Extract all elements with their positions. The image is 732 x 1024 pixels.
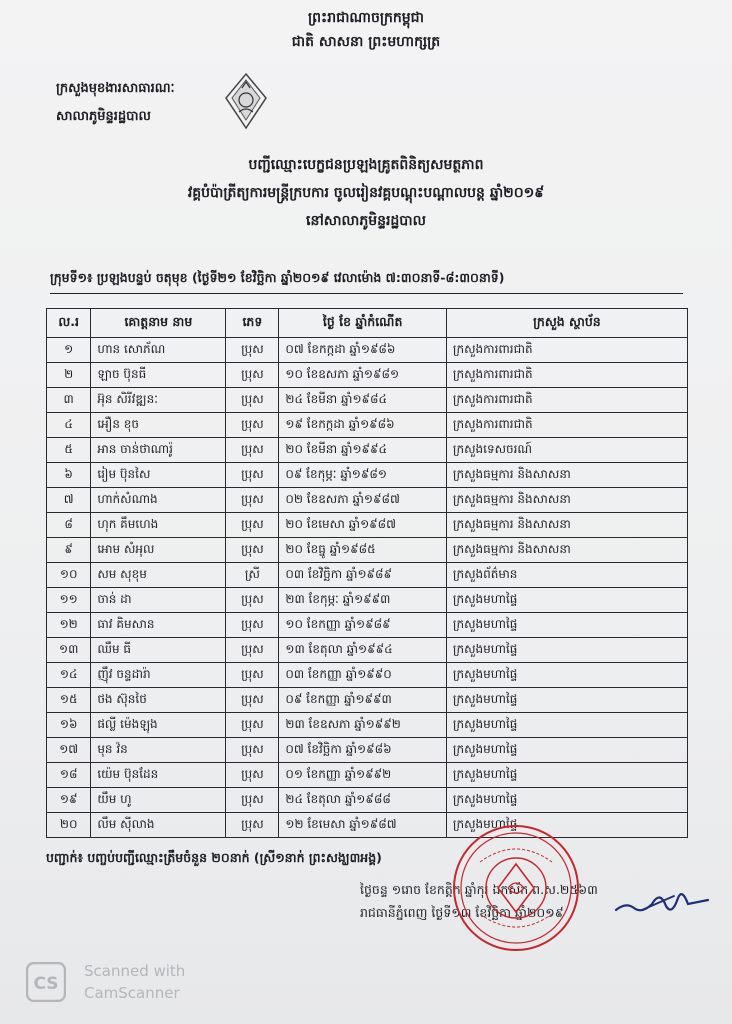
candidate-sex: ប្រុស [226, 788, 279, 813]
candidate-sex: ប្រុស [226, 763, 279, 788]
candidate-ministry: ក្រសួងមហាផ្ទៃ [446, 688, 687, 713]
table-row [47, 438, 688, 463]
signature-mark [612, 880, 712, 924]
candidate-name: អោម សំអុល [91, 538, 226, 563]
candidate-name: ឈឹម ធី [91, 638, 226, 663]
candidate-ministry: ក្រសួងមហាផ្ទៃ [446, 788, 687, 813]
candidate-ministry: ក្រសួងធម្មការ និងសាសនា [446, 538, 687, 563]
column-header-sex: ភេទ [226, 309, 279, 338]
row-number: ៦ [47, 463, 91, 488]
row-number: ៤ [47, 413, 91, 438]
footnote: បញ្ជាក់៖ បញ្ចប់បញ្ជីឈ្មោះត្រឹមចំនួន ២០នាក់ (ស្រី១នាក់ ព្រះសង្ឃ៣អង្គ) [46, 850, 382, 865]
candidate-birthdate: ០៩ ខែកញ្ញា ឆ្នាំ១៩៩៣ [279, 688, 447, 713]
table-row [47, 613, 688, 638]
candidate-birthdate: ០២ ខែឧសភា ឆ្នាំ១៩៨៧ [279, 488, 447, 513]
row-number: ៧ [47, 488, 91, 513]
candidate-sex: ប្រុស [226, 413, 279, 438]
candidate-birthdate: ២០ ខែមេសា ឆ្នាំ១៩៨៧ [279, 513, 447, 538]
table-row [47, 713, 688, 738]
row-number: ១៤ [47, 663, 91, 688]
table-row [47, 788, 688, 813]
candidate-birthdate: ២៣ ខែឧសភា ឆ្នាំ១៩៩២ [279, 713, 447, 738]
candidate-sex: ប្រុស [226, 613, 279, 638]
ministry-name: ក្រសួងមុខងារសាធារណៈ [56, 81, 175, 96]
candidate-name: ញ៉ឹវ ចន្ទដារ៉ា [91, 663, 226, 688]
table-row [47, 663, 688, 688]
table-row [47, 538, 688, 563]
row-number: ៣ [47, 388, 91, 413]
column-header-ministry: ក្រសួង ស្ថាប័ន [446, 309, 687, 338]
row-number: ៥ [47, 438, 91, 463]
table-row [47, 513, 688, 538]
candidate-ministry: ក្រសួងការពារជាតិ [446, 413, 687, 438]
candidate-sex: ប្រុស [226, 813, 279, 838]
row-number: ១៣ [47, 638, 91, 663]
row-number: ១ [47, 338, 91, 363]
candidate-name: មុន វ៉ន [91, 738, 226, 763]
candidate-ministry: ក្រសួងមហាផ្ទៃ [446, 713, 687, 738]
table-row [47, 338, 688, 363]
candidate-birthdate: ០៩ ខែកុម្ភៈ ឆ្នាំ១៩៨១ [279, 463, 447, 488]
row-number: ១២ [47, 613, 91, 638]
candidate-sex: ប្រុស [226, 588, 279, 613]
row-number: ១១ [47, 588, 91, 613]
candidate-birthdate: ២០ ខែធ្នូ ឆ្នាំ១៩៨៥ [279, 538, 447, 563]
candidate-ministry: ក្រសួងមហាផ្ទៃ [446, 588, 687, 613]
candidate-name: អឿន ខុច [91, 413, 226, 438]
table-row [47, 813, 688, 838]
candidate-name: យ៉េម ប៊ុនដែន [91, 763, 226, 788]
official-seal-stamp [450, 822, 582, 954]
table-header-row [47, 309, 688, 338]
table-body [47, 338, 688, 838]
column-header-birthdate: ថ្ងៃ ខែ ឆ្នាំកំណើត [279, 309, 447, 338]
candidate-ministry: ក្រសួងការពារជាតិ [446, 338, 687, 363]
candidate-ministry: ក្រសួងមហាផ្ទៃ [446, 763, 687, 788]
candidate-name: រៀម ប៊ុនសៃ [91, 463, 226, 488]
candidate-ministry: ក្រសួងធម្មការ និងសាសនា [446, 463, 687, 488]
candidate-ministry: ក្រសួងធម្មការ និងសាសនា [446, 488, 687, 513]
table-row [47, 563, 688, 588]
row-number: ១៧ [47, 738, 91, 763]
watermark-line-2: CamScanner [84, 984, 180, 1002]
candidate-birthdate: ២៤ ខែតុលា ឆ្នាំ១៩៨៨ [279, 788, 447, 813]
candidate-name: ផល្លី ម៉េងឡុង [91, 713, 226, 738]
candidate-ministry: ក្រសួងទេសចរណ៍ [446, 438, 687, 463]
candidate-sex: ប្រុស [226, 663, 279, 688]
group-heading-underline [50, 293, 683, 294]
candidate-sex: ប្រុស [226, 738, 279, 763]
candidate-name: អាន ចាន់ថាណារ៉ូ [91, 438, 226, 463]
kingdom-heading: ព្រះរាជាណាចក្រកម្ពុជា [307, 10, 424, 26]
candidate-ministry: ក្រសួងការពារជាតិ [446, 363, 687, 388]
candidate-name: លឹម ស៊ីលាង [91, 813, 226, 838]
national-motto: ជាតិ សាសនា ព្រះមហាក្សត្រ [291, 34, 441, 50]
document-title-line-2: វគ្គបំប៉ាត្រីត្យការមន្ត្រីក្របការ ចូលរៀនវគ្គបណ្ដុះបណ្ដាលបន្ត ឆ្នាំ២០១៩ [187, 185, 545, 201]
row-number: ១៨ [47, 763, 91, 788]
candidate-ministry: ក្រសួងការពារជាតិ [446, 388, 687, 413]
candidate-birthdate: ០១ ខែកញ្ញា ឆ្នាំ១៩៩២ [279, 763, 447, 788]
camscanner-logo-icon [26, 962, 66, 1002]
candidate-name: ហុក គឹមហេង [91, 513, 226, 538]
candidate-table [46, 308, 688, 838]
candidate-ministry: ក្រសួងមហាផ្ទៃ [446, 638, 687, 663]
candidate-sex: ប្រុស [226, 388, 279, 413]
column-header-number: ល.រ [47, 309, 91, 338]
candidate-name: ឡាច ប៊ុនធី [91, 363, 226, 388]
candidate-name: យឹម ហូ [91, 788, 226, 813]
candidate-birthdate: ២៤ ខែមីនា ឆ្នាំ១៩៨៤ [279, 388, 447, 413]
candidate-birthdate: ២៣ ខែកុម្ភៈ ឆ្នាំ១៩៩៣ [279, 588, 447, 613]
group-heading: ក្រុមទី១៖ ប្រឡងបន្ទប់ ចតុមុខ (ថ្ងៃទី២១ ខែវិច្ឆិកា ឆ្នាំ២០១៩ វេលាម៉ោង ៧:៣០នាទី-៨:៣០នាទី) [50, 270, 505, 285]
candidate-sex: ប្រុស [226, 513, 279, 538]
candidate-ministry: ក្រសួងមហាផ្ទៃ [446, 663, 687, 688]
candidate-birthdate: ១០ ខែកញ្ញា ឆ្នាំ១៩៨៩ [279, 613, 447, 638]
candidate-birthdate: ១០ ខែឧសភា ឆ្នាំ១៩៨១ [279, 363, 447, 388]
candidate-ministry: ក្រសួងធម្មការ និងសាសនា [446, 513, 687, 538]
watermark-line-1: Scanned with [84, 962, 186, 980]
candidate-sex: ស្រី [226, 563, 279, 588]
school-name: សាលាភូមិន្ទរដ្ឋបាល [56, 109, 151, 124]
row-number: ៨ [47, 513, 91, 538]
candidate-birthdate: ២០ ខែមីនា ឆ្នាំ១៩៩៤ [279, 438, 447, 463]
document-title-line-1: បញ្ជីឈ្មោះបេក្ខជនប្រឡងគ្រូតពិនិត្យសមត្ថភាព [248, 157, 484, 173]
table-row [47, 688, 688, 713]
candidate-name: ហាន សោភ័ណ [91, 338, 226, 363]
candidate-name: ហាក់សំណាង [91, 488, 226, 513]
candidate-birthdate: ០៧ ខែវិច្ឆិកា ឆ្នាំ១៩៨៦ [279, 738, 447, 763]
table-row [47, 638, 688, 663]
candidate-birthdate: ១៩ ខែកក្កដា ឆ្នាំ១៩៨៦ [279, 413, 447, 438]
lunar-date-line: ថ្ងៃចន្ទ ១រោច ខែកត្តិក ឆ្នាំកុរ ឯកស័ក ព.ស.២៥៦៣ [360, 882, 598, 897]
candidate-name: ធាវ គិមសាន [91, 613, 226, 638]
row-number: ៩ [47, 538, 91, 563]
candidate-birthdate: ១៣ ខែតុលា ឆ្នាំ១៩៩៤ [279, 638, 447, 663]
candidate-sex: ប្រុស [226, 338, 279, 363]
row-number: ២០ [47, 813, 91, 838]
candidate-birthdate: ០៣ ខែកញ្ញា ឆ្នាំ១៩៩០ [279, 663, 447, 688]
candidate-birthdate: ០៣ ខែវិច្ឆិកា ឆ្នាំ១៩៨៩ [279, 563, 447, 588]
candidate-ministry: ក្រសួងមហាផ្ទៃ [446, 613, 687, 638]
candidate-sex: ប្រុស [226, 463, 279, 488]
candidate-sex: ប្រុស [226, 638, 279, 663]
solar-date-line: រាជធានីភ្នំពេញ ថ្ងៃទី១៣ ខែវិច្ឆិកា ឆ្នាំ២០១៩ [360, 905, 564, 920]
candidate-ministry: ក្រសួងមហាផ្ទៃ [446, 738, 687, 763]
table-row [47, 413, 688, 438]
svg-text:CS: CS [33, 974, 59, 994]
table-row [47, 763, 688, 788]
candidate-name: ចាន់ ដា [91, 588, 226, 613]
candidate-birthdate: ០៧ ខែកក្កដា ឆ្នាំ១៩៨៦ [279, 338, 447, 363]
document-title-line-3: នៅសាលាភូមិន្ទរដ្ឋបាល [306, 213, 426, 229]
table-row [47, 363, 688, 388]
candidate-ministry: ក្រសួងព័ត៌មាន [446, 563, 687, 588]
candidate-sex: ប្រុស [226, 688, 279, 713]
candidate-sex: ប្រុស [226, 713, 279, 738]
table-row [47, 488, 688, 513]
candidate-sex: ប្រុស [226, 488, 279, 513]
candidate-ministry: ក្រសួងមហាផ្ទៃ [446, 813, 687, 838]
candidate-birthdate: ១២ ខែមេសា ឆ្នាំ១៩៨៧ [279, 813, 447, 838]
table-row [47, 463, 688, 488]
table-row [47, 388, 688, 413]
candidate-name: សម សុខុម [91, 563, 226, 588]
row-number: ១៦ [47, 713, 91, 738]
row-number: ២ [47, 363, 91, 388]
table-row [47, 588, 688, 613]
table-row [47, 738, 688, 763]
candidate-name: អ៊ុន សិរីវឌ្ឍនៈ [91, 388, 226, 413]
row-number: ១៩ [47, 788, 91, 813]
candidate-name: ថង ស៊ុនថៃ [91, 688, 226, 713]
column-header-name: គោត្តនាម នាម [91, 309, 226, 338]
candidate-sex: ប្រុស [226, 538, 279, 563]
row-number: ១០ [47, 563, 91, 588]
candidate-sex: ប្រុស [226, 438, 279, 463]
row-number: ១៥ [47, 688, 91, 713]
candidate-sex: ប្រុស [226, 363, 279, 388]
ministry-emblem-icon [222, 72, 270, 134]
